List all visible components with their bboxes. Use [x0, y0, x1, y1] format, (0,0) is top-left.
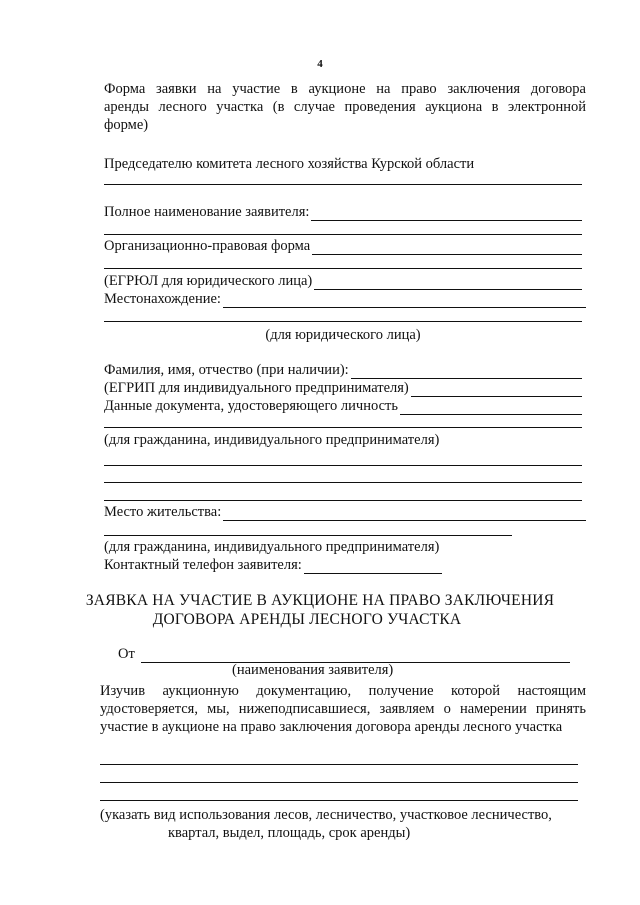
phone-row: [104, 556, 442, 574]
residence-field[interactable]: [223, 506, 586, 521]
legal-form-extra-line: [104, 268, 582, 269]
citizen-note-1: (для гражданина, индивидуального предпринимателя): [104, 432, 440, 448]
id-doc-row: [104, 397, 582, 415]
phone-label: Контактный телефон заявителя:: [104, 557, 302, 573]
usage-note-line2: квартал, выдел, площадь, срок аренды): [168, 825, 411, 841]
residence-row: [104, 503, 586, 521]
full-name-row: [104, 203, 582, 221]
legal-entity-note: (для юридического лица): [265, 327, 421, 343]
legal-form-field[interactable]: [312, 240, 582, 255]
egrip-label: (ЕГРИП для индивидуального предпринимателя): [104, 380, 409, 396]
location-label: Местонахождение:: [104, 291, 221, 307]
blank-line-2: [104, 482, 582, 483]
citizen-note-2: (для гражданина, индивидуального предпринимателя): [104, 539, 440, 555]
blank-line-3: [104, 500, 582, 501]
fio-row: [104, 361, 582, 379]
egrip-row: [104, 379, 582, 397]
location-field[interactable]: [223, 293, 586, 308]
form-title: Форма заявки на участие в аукционе на право заключения договора аренды лесного участка (в случае проведения аукциона в электронной форме): [104, 81, 586, 133]
fio-field[interactable]: [351, 364, 582, 379]
usage-line-2: [100, 782, 578, 783]
body-text: Изучив аукционную документацию, получение которой настоящим удостоверяется, мы, нижеподписавшиеся, заявляем о намерении принять участие в аукционе на право заключения договора аренды лесного участка: [100, 683, 586, 735]
phone-field[interactable]: [304, 559, 442, 574]
id-doc-extra-line: [104, 427, 582, 428]
from-label: От: [118, 646, 135, 662]
egrul-field[interactable]: [314, 275, 582, 290]
blank-line-1: [104, 465, 582, 466]
addressee: Председателю комитета лесного хозяйства Курской области: [104, 156, 475, 172]
egrul-label: (ЕГРЮЛ для юридического лица): [104, 273, 313, 289]
fio-label: Фамилия, имя, отчество (при наличии):: [104, 362, 349, 378]
id-doc-field[interactable]: [400, 400, 582, 415]
legal-form-row: [104, 237, 582, 255]
applicant-name-note: (наименования заявителя): [232, 662, 394, 678]
usage-line-3: [100, 800, 578, 801]
legal-form-label: Организационно-правовая форма: [104, 238, 311, 254]
residence-label: Место жительства:: [104, 504, 222, 520]
location-row: [104, 290, 586, 308]
location-extra-line: [104, 321, 582, 322]
application-heading-line1: ЗАЯВКА НА УЧАСТИЕ В АУКЦИОНЕ НА ПРАВО ЗАКЛЮЧЕНИЯ: [85, 592, 555, 609]
usage-line-1: [100, 764, 578, 765]
page-number: 4: [317, 58, 323, 70]
residence-extra-line: [104, 535, 512, 536]
egrul-row: [104, 272, 582, 290]
usage-note-line1: (указать вид использования лесов, лесничество, участковое лесничество,: [100, 807, 552, 823]
full-name-field[interactable]: [311, 206, 582, 221]
id-doc-label: Данные документа, удостоверяющего личность: [104, 398, 398, 414]
addressee-blank-line: [104, 184, 582, 185]
application-heading-line2: ДОГОВОРА АРЕНДЫ ЛЕСНОГО УЧАСТКА: [152, 611, 462, 628]
full-name-label: Полное наименование заявителя:: [104, 204, 310, 220]
full-name-extra-line: [104, 234, 582, 235]
egrip-field[interactable]: [411, 382, 582, 397]
